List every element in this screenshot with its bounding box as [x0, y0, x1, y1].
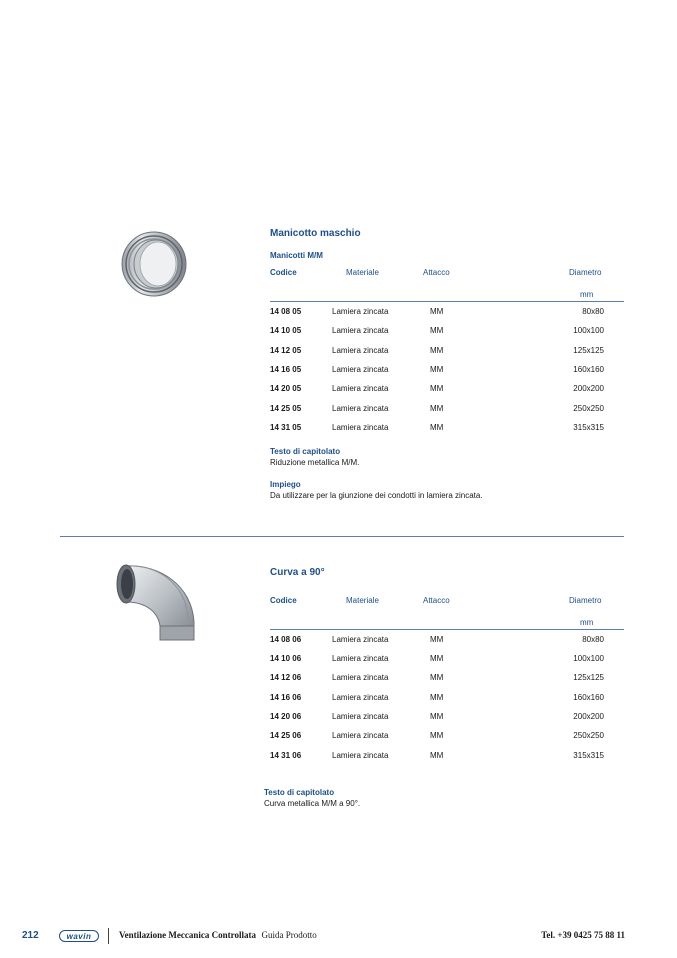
cell-diameter: 200x200 — [573, 384, 604, 393]
header-attach: Attacco — [423, 596, 450, 605]
header-unit: mm — [580, 290, 594, 299]
use-label: Impiego — [270, 480, 301, 489]
cell-material: Lamiera zincata — [332, 654, 389, 663]
cell-diameter: 200x200 — [573, 712, 604, 721]
table-row — [270, 673, 624, 685]
cell-attach: MM — [430, 635, 444, 644]
cell-code: 14 12 06 — [270, 673, 302, 682]
cell-attach: MM — [430, 693, 444, 702]
cell-material: Lamiera zincata — [332, 423, 389, 432]
cell-code: 14 12 05 — [270, 346, 302, 355]
cell-attach: MM — [430, 326, 444, 335]
table-row — [270, 404, 624, 416]
table-header-rule — [270, 301, 624, 302]
cell-code: 14 31 05 — [270, 423, 302, 432]
cell-material: Lamiera zincata — [332, 326, 389, 335]
table-row — [270, 326, 624, 338]
cell-material: Lamiera zincata — [332, 712, 389, 721]
cell-code: 14 16 06 — [270, 693, 302, 702]
spec-label: Testo di capitolato — [270, 447, 341, 456]
section-divider — [60, 536, 624, 537]
cell-diameter: 125x125 — [573, 346, 604, 355]
cell-diameter: 80x80 — [582, 307, 604, 316]
cell-attach: MM — [430, 384, 444, 393]
cell-code: 14 16 05 — [270, 365, 302, 374]
cell-code: 14 10 05 — [270, 326, 302, 335]
doc-title: Ventilazione Meccanica Controllata — [119, 930, 256, 940]
cell-diameter: 125x125 — [573, 673, 604, 682]
cell-diameter: 250x250 — [573, 731, 604, 740]
section-title-elbow: Curva a 90° — [270, 567, 325, 578]
cell-code: 14 31 06 — [270, 751, 302, 760]
cell-code: 14 25 05 — [270, 404, 302, 413]
header-material: Materiale — [346, 596, 379, 605]
cell-attach: MM — [430, 654, 444, 663]
doc-subtitle: Guida Prodotto — [261, 930, 317, 940]
table-row — [270, 307, 624, 319]
footer-separator — [108, 928, 109, 944]
table-row — [270, 384, 624, 396]
header-diameter: Diametro — [569, 268, 602, 277]
cell-material: Lamiera zincata — [332, 404, 389, 413]
table-row — [270, 423, 624, 435]
cell-code: 14 08 06 — [270, 635, 302, 644]
header-code: Codice — [270, 268, 297, 277]
cell-attach: MM — [430, 307, 444, 316]
cell-diameter: 160x160 — [573, 365, 604, 374]
cell-attach: MM — [430, 751, 444, 760]
table-row — [270, 346, 624, 358]
cell-attach: MM — [430, 404, 444, 413]
cell-diameter: 100x100 — [573, 654, 604, 663]
section-title-coupling: Manicotto maschio — [270, 228, 361, 239]
cell-attach: MM — [430, 712, 444, 721]
cell-material: Lamiera zincata — [332, 751, 389, 760]
cell-diameter: 315x315 — [573, 751, 604, 760]
cell-attach: MM — [430, 731, 444, 740]
spec-label: Testo di capitolato — [264, 788, 335, 797]
cell-code: 14 20 05 — [270, 384, 302, 393]
elbow-image — [112, 560, 200, 644]
cell-material: Lamiera zincata — [332, 346, 389, 355]
table-row — [270, 731, 624, 743]
cell-material: Lamiera zincata — [332, 635, 389, 644]
footer-phone: Tel. +39 0425 75 88 11 — [541, 930, 625, 940]
cell-material: Lamiera zincata — [332, 365, 389, 374]
header-material: Materiale — [346, 268, 379, 277]
cell-code: 14 25 06 — [270, 731, 302, 740]
cell-attach: MM — [430, 673, 444, 682]
cell-material: Lamiera zincata — [332, 731, 389, 740]
cell-diameter: 160x160 — [573, 693, 604, 702]
cell-material: Lamiera zincata — [332, 673, 389, 682]
cell-attach: MM — [430, 365, 444, 374]
cell-code: 14 10 06 — [270, 654, 302, 663]
header-diameter: Diametro — [569, 596, 602, 605]
cell-code: 14 08 05 — [270, 307, 302, 316]
section-subtitle-coupling: Manicotti M/M — [270, 251, 323, 260]
table-row — [270, 654, 624, 666]
header-unit: mm — [580, 618, 594, 627]
cell-material: Lamiera zincata — [332, 307, 389, 316]
wavin-logo — [59, 930, 99, 942]
cell-attach: MM — [430, 346, 444, 355]
footer-doc-title — [119, 930, 317, 940]
cell-code: 14 20 06 — [270, 712, 302, 721]
cell-diameter: 315x315 — [573, 423, 604, 432]
table-row — [270, 365, 624, 377]
page-number: 212 — [22, 930, 39, 941]
header-attach: Attacco — [423, 268, 450, 277]
cell-attach: MM — [430, 423, 444, 432]
header-code: Codice — [270, 596, 297, 605]
cell-diameter: 100x100 — [573, 326, 604, 335]
table-row — [270, 712, 624, 724]
table-row — [270, 751, 624, 763]
spec-text: Riduzione metallica M/M. — [270, 458, 360, 467]
cell-material: Lamiera zincata — [332, 693, 389, 702]
use-text: Da utilizzare per la giunzione dei condotti in lamiera zincata. — [270, 491, 483, 500]
cell-diameter: 80x80 — [582, 635, 604, 644]
table-header-rule — [270, 629, 624, 630]
table-row — [270, 693, 624, 705]
logo-text: wavin — [66, 931, 92, 941]
cell-diameter: 250x250 — [573, 404, 604, 413]
table-row — [270, 635, 624, 647]
coupling-image — [118, 228, 190, 300]
cell-material: Lamiera zincata — [332, 384, 389, 393]
spec-text: Curva metallica M/M a 90°. — [264, 799, 361, 808]
